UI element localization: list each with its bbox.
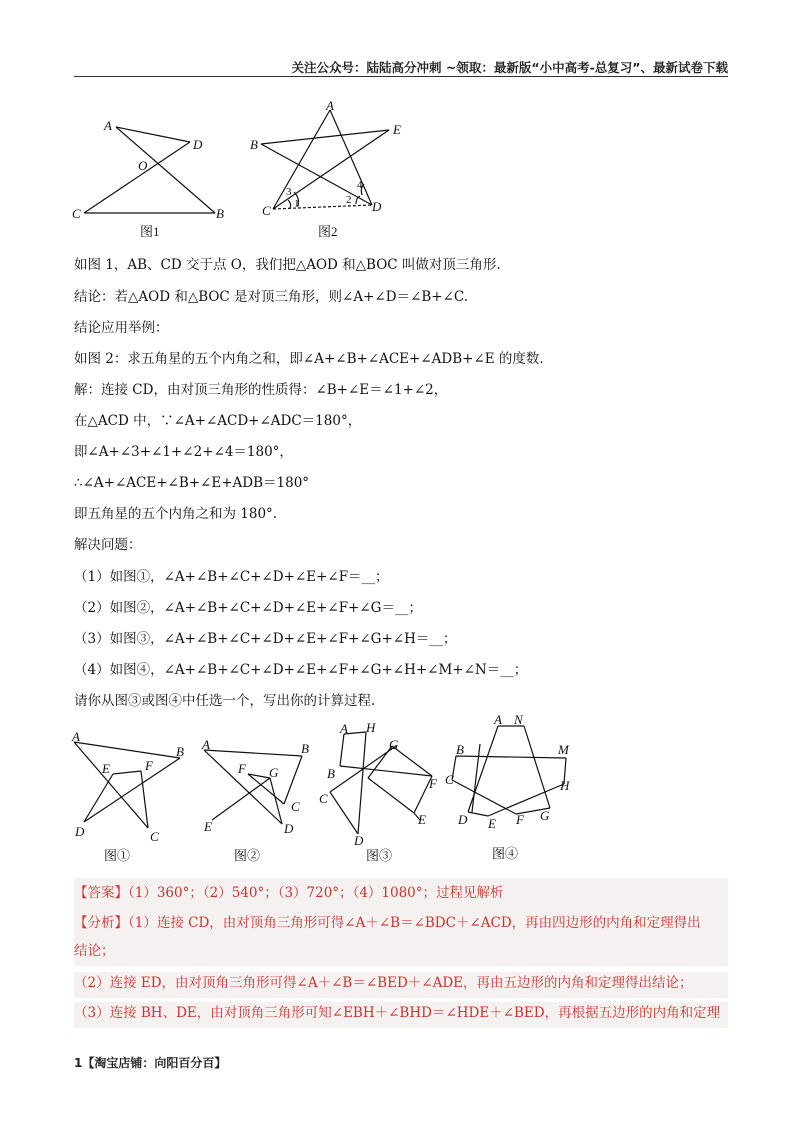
figd-label-d: D [458, 812, 468, 827]
fig1-label-d: D [193, 137, 203, 152]
figd-label-h: H [560, 778, 570, 793]
fig1-label-b: B [216, 206, 224, 221]
figd-label-n: N [514, 712, 523, 727]
figa-label-c: C [150, 829, 159, 844]
figb-label-f: F [238, 761, 246, 776]
fig2-angle-2: 2 [346, 194, 352, 206]
text-line: 在△ACD 中，∵∠A+∠ACD+∠ADC＝180°， [74, 413, 362, 429]
text-line: 即五角星的五个内角之和为 180°. [74, 506, 278, 522]
figd-caption: 图④ [492, 846, 519, 861]
figc-label-g: G [389, 737, 399, 752]
figc-label-a: A [340, 721, 348, 736]
figd-label-c: C [445, 772, 454, 787]
figure-a [66, 726, 194, 866]
figc-label-d: D [354, 833, 364, 848]
figb-caption: 图② [234, 848, 261, 863]
question-1: （1）如图①，∠A+∠B+∠C+∠D+∠E+∠F＝__； [74, 569, 389, 585]
fig2-angle-3: 3 [286, 186, 292, 198]
figc-label-f: F [429, 776, 437, 791]
question-3: （3）如图③，∠A+∠B+∠C+∠D+∠E+∠F+∠G+∠H＝__； [74, 631, 457, 647]
fig1-label-a: A [104, 118, 112, 133]
figa-label-b: B [176, 744, 184, 759]
figure-2 [242, 96, 412, 244]
text-line: 解决问题： [74, 537, 142, 553]
answer-line: 【答案】（1）360°；（2）540°；（3）720°；（4）1080°；过程见解析 [74, 878, 728, 912]
figd-label-e: E [488, 816, 496, 831]
figb-label-c: C [291, 799, 300, 814]
fig2-label-c: C [262, 203, 271, 218]
text-line: 解：连接 CD，由对顶三角形的性质得：∠B+∠E＝∠1+∠2， [74, 382, 448, 398]
page-header: 关注公众号：陆陆高分冲刺 ~领取：最新版“小中高考-总复习”、最新试卷下载 [291, 60, 728, 75]
text-line: 如图 1，AB、CD 交于点 O，我们把△AOD 和△BOC 叫做对顶三角形. [74, 257, 501, 273]
page-footer: 1【淘宝店铺：向阳百分百】 [74, 1056, 227, 1070]
fig2-caption: 图2 [318, 224, 338, 239]
figd-label-g: G [540, 808, 550, 823]
question-2: （2）如图②，∠A+∠B+∠C+∠D+∠E+∠F+∠G＝__； [74, 600, 422, 616]
figc-caption: 图③ [366, 848, 393, 863]
fig1-caption: 图1 [140, 224, 160, 239]
figure-d [442, 708, 590, 866]
figd-label-m: M [558, 742, 569, 757]
figa-label-a: A [72, 729, 80, 744]
analysis-line: 【分析】（1）连接 CD，由对顶角三角形可得∠A＋∠B＝∠BDC＋∠ACD，再由四边形的内角和定理得出 [74, 912, 728, 940]
fig2-label-d: D [372, 199, 382, 214]
text-line: 如图 2：求五角星的五个内角之和，即∠A+∠B+∠ACE+∠ADB+∠E 的度数. [74, 351, 544, 367]
analysis-line: 结论； [74, 940, 728, 966]
figc-label-h: H [366, 720, 376, 735]
fig2-label-a: A [326, 98, 334, 113]
figb-label-d: D [284, 821, 294, 836]
text-line: 结论应用举例： [74, 320, 169, 336]
fig2-label-b: B [250, 137, 258, 152]
figc-label-b: B [327, 766, 335, 781]
fig1-label-c: C [72, 206, 81, 221]
figc-label-c: C [319, 791, 328, 806]
fig2-label-e: E [393, 122, 401, 137]
text-line: 即∠A+∠3+∠1+∠2+∠4＝180°， [74, 444, 293, 460]
fig2-angle-4: 4 [357, 179, 363, 191]
question-4: （4）如图④，∠A+∠B+∠C+∠D+∠E+∠F+∠G+∠H+∠M+∠N＝__； [74, 662, 528, 678]
figb-label-g: G [269, 765, 279, 780]
figd-label-f: F [516, 812, 524, 827]
figure-c [316, 716, 440, 866]
fig2-angle-1: 1 [294, 198, 300, 210]
figa-label-f: F [145, 758, 153, 773]
figa-caption: 图① [104, 848, 131, 863]
fig1-label-o: O [138, 158, 148, 173]
figb-label-a: A [202, 737, 210, 752]
analysis-line: （3）连接 BH、DE，由对顶角三角形可知∠EBH＋∠BHD＝∠HDE＋∠BED，再根据五边形的内角和定理 [74, 1002, 728, 1028]
figd-label-a: A [494, 712, 502, 727]
figb-label-b: B [301, 741, 309, 756]
header-rule [74, 76, 728, 77]
text-line: 结论：若△AOD 和△BOC 是对顶三角形，则∠A+∠D＝∠B+∠C. [74, 289, 469, 305]
figd-label-b: B [456, 742, 464, 757]
figc-label-e: E [418, 812, 426, 827]
figa-label-d: D [75, 824, 85, 839]
analysis-line: （2）连接 ED，由对顶角三角形可得∠A＋∠B＝∠BED＋∠ADE，再由五边形的内角和定理得出结论； [74, 972, 728, 998]
figure-1 [62, 112, 242, 242]
text-line: 请你从图③或图④中任选一个，写出你的计算过程. [74, 693, 376, 709]
figb-label-e: E [204, 819, 212, 834]
figure-b [198, 730, 316, 866]
figa-label-e: E [102, 761, 110, 776]
text-line: ∴∠A+∠ACE+∠B+∠E+ADB＝180° [74, 475, 310, 491]
